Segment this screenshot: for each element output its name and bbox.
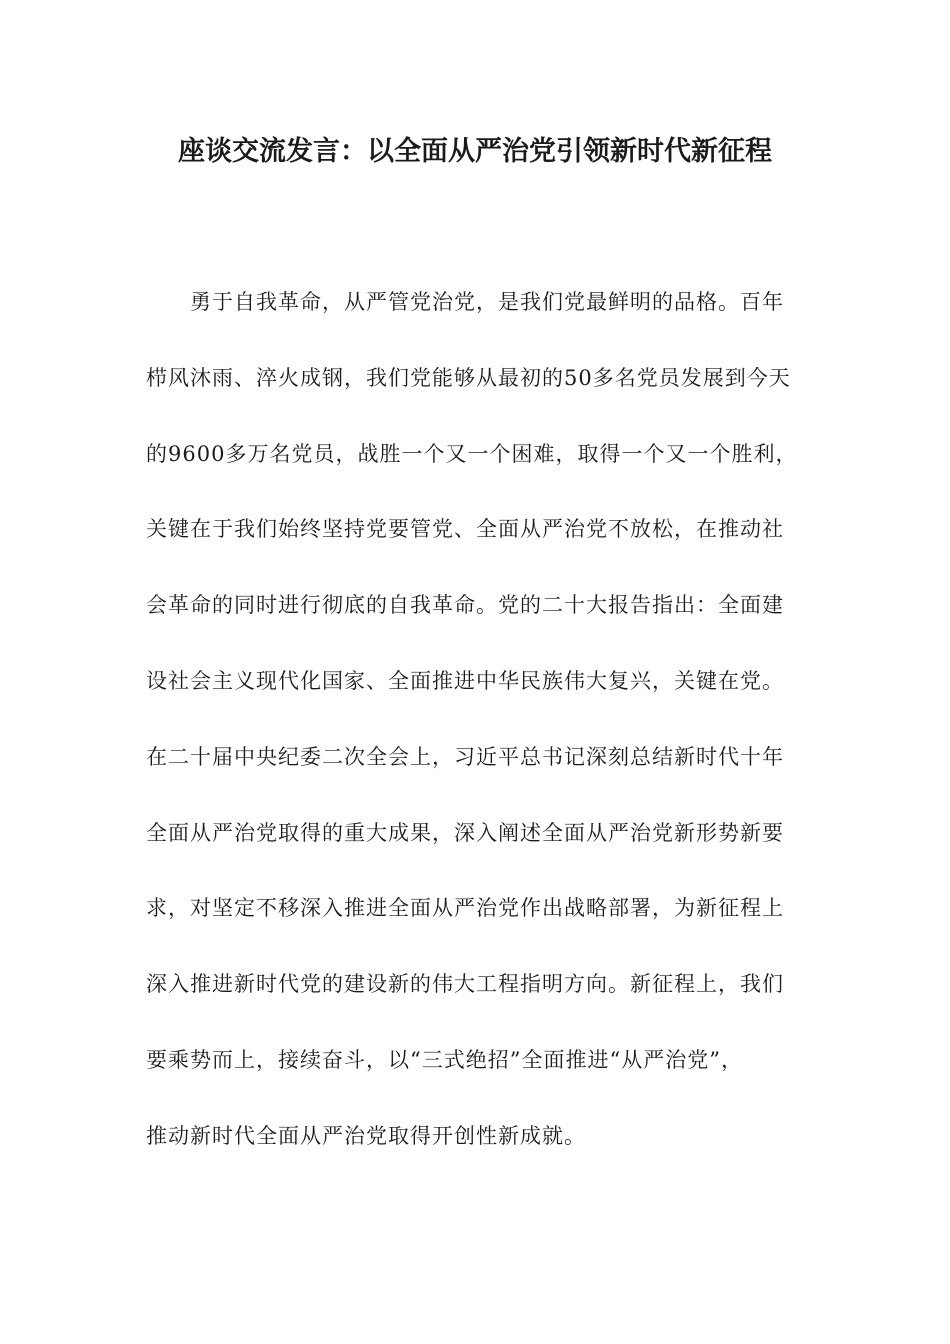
paragraph-line: 深入推进新时代党的建设新的伟大工程指明方向。新征程上，我们 — [146, 972, 784, 997]
paragraph-line: 勇于自我革命，从严管党治党，是我们党最鲜明的品格。百年 — [190, 290, 784, 314]
paragraph-line: 要乘势而上，接续奋斗，以“三式绝招”全面推进“从严治党”， — [146, 1047, 743, 1072]
paragraph-line: 全面从严治党取得的重大成果，深入阐述全面从严治党新形势新要 — [146, 820, 784, 845]
document-body — [146, 282, 806, 1192]
paragraph-line: 设社会主义现代化国家、全面推进中华民族伟大复兴，关键在党。 — [146, 668, 784, 693]
paragraph-line: 的9600多万名党员，战胜一个又一个困难，取得一个又一个胜利， — [146, 441, 798, 466]
paragraph-line: 在二十届中央纪委二次全会上，习近平总书记深刻总结新时代十年 — [146, 744, 784, 769]
paragraph-line: 栉风沐雨、淬火成钢，我们党能够从最初的50多名党员发展到今天 — [146, 365, 791, 390]
paragraph-line: 推动新时代全面从严治党取得开创性新成就。 — [146, 1123, 586, 1148]
paragraph-line: 求，对坚定不移深入推进全面从严治党作出战略部署，为新征程上 — [146, 896, 784, 921]
document-title: 座谈交流发言：以全面从严治党引领新时代新征程 — [178, 136, 772, 167]
paragraph-line: 会革命的同时进行彻底的自我革命。党的二十大报告指出：全面建 — [146, 593, 784, 618]
paragraph-line: 关键在于我们始终坚持党要管党、全面从严治党不放松，在推动社 — [146, 517, 784, 542]
